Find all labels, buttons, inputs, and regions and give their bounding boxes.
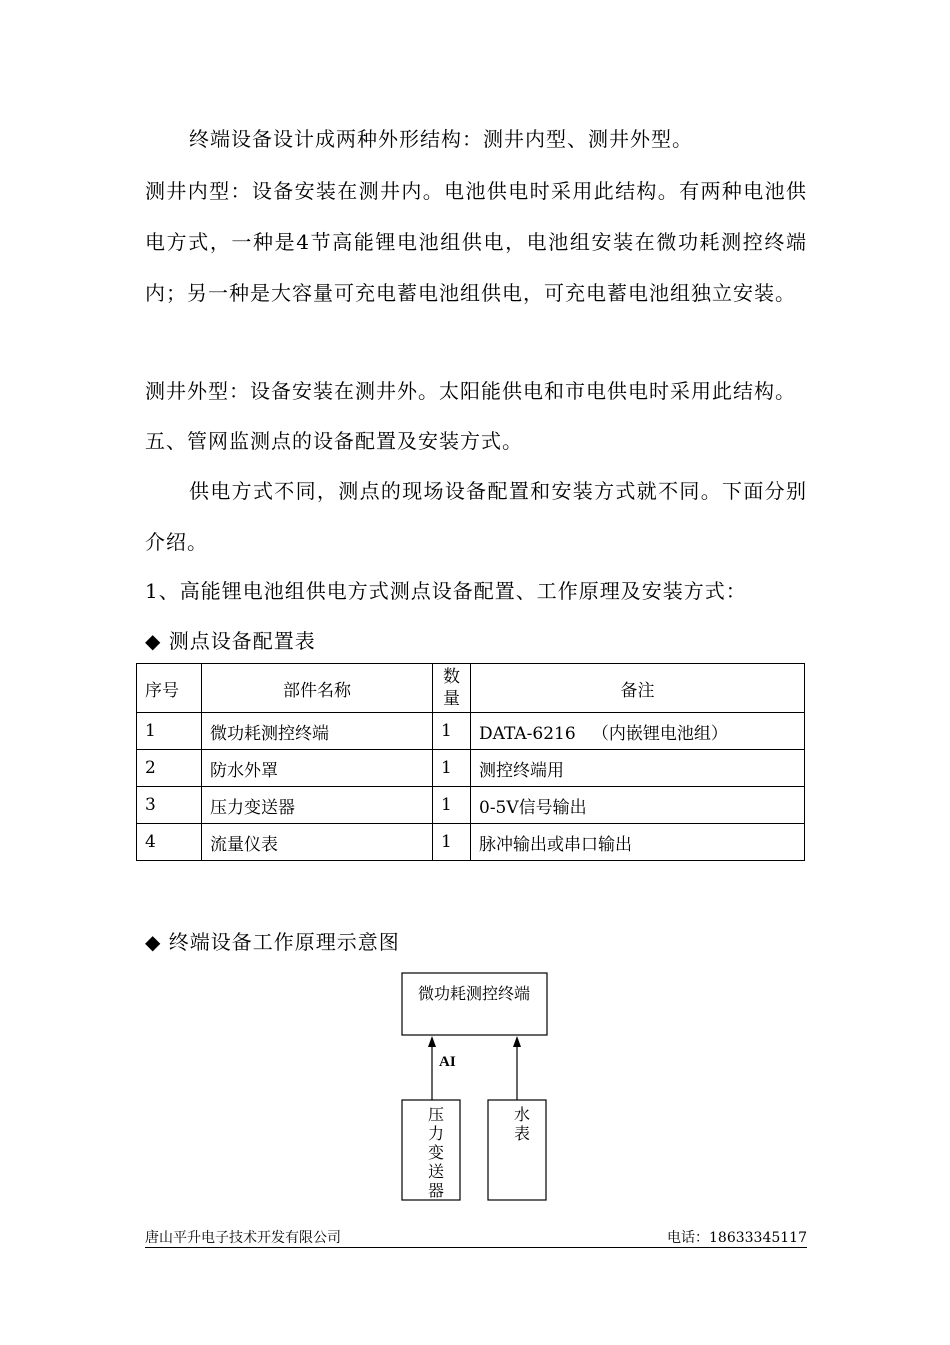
cell: 测控终端用 <box>471 750 805 787</box>
header-part-name: 部件名称 <box>202 664 433 713</box>
cell: 1 <box>137 713 202 750</box>
pressure-label <box>428 1105 449 1200</box>
cell: 1 <box>433 750 471 787</box>
cell: 压力变送器 <box>202 787 433 824</box>
cell: 0-5V信号输出 <box>471 787 805 824</box>
cell: 脉冲输出或串口输出 <box>471 824 805 861</box>
cell: 1 <box>433 824 471 861</box>
footer-rule <box>145 1247 807 1248</box>
pressure-char: 力 <box>428 1124 445 1143</box>
diagram-heading: ◆ 终端设备工作原理示意图 <box>145 930 400 954</box>
footer-company: 唐山平升电子技术开发有限公司 <box>145 1230 341 1246</box>
cell: 2 <box>137 750 202 787</box>
config-table-heading: ◆ 测点设备配置表 <box>145 629 316 653</box>
pressure-char: 器 <box>428 1181 445 1200</box>
water-char: 水 <box>514 1105 531 1124</box>
ai-label: AI <box>439 1054 456 1070</box>
footer-phone: 电话：18633345117 <box>667 1230 807 1246</box>
paragraph-1: 终端设备设计成两种外形结构：测井内型、测井外型。 <box>189 127 693 151</box>
paragraph-3: 测井外型：设备安装在测井外。太阳能供电和市电供电时采用此结构。 <box>145 379 796 403</box>
cell: 1 <box>433 787 471 824</box>
cell: 微功耗测控终端 <box>202 713 433 750</box>
cell: 1 <box>433 713 471 750</box>
header-quantity: 数量 <box>433 664 471 713</box>
cell: 4 <box>137 824 202 861</box>
terminal-box <box>402 973 547 1035</box>
terminal-label: 微功耗测控终端 <box>417 984 531 1003</box>
ai-arrowhead <box>428 1036 436 1047</box>
cell: DATA-6216 （内嵌锂电池组） <box>471 713 805 750</box>
cell: 防水外罩 <box>202 750 433 787</box>
section-heading-five: 五、管网监测点的设备配置及安装方式。 <box>145 429 523 453</box>
water-char: 表 <box>514 1124 531 1143</box>
pressure-char: 送 <box>428 1162 445 1181</box>
header-remark: 备注 <box>471 664 805 713</box>
paragraph-2: 测井内型：设备安装在测井内。电池供电时采用此结构。有两种电池供电方式，一种是4节高能锂电池组供电，电池组安装在微功耗测控终端内；另一种是大容量可充电蓄电池组供电，可充电蓄电池组独立安装。 <box>145 179 807 305</box>
paragraph-4: 供电方式不同，测点的现场设备配置和安装方式就不同。下面分别介绍。 <box>145 479 807 554</box>
pressure-char: 变 <box>428 1143 445 1162</box>
water-arrowhead <box>513 1036 521 1047</box>
cell: 流量仪表 <box>202 824 433 861</box>
cell: 3 <box>137 787 202 824</box>
header-index: 序号 <box>137 664 202 713</box>
water-label <box>514 1105 535 1143</box>
paragraph-5: 1、高能锂电池组供电方式测点设备配置、工作原理及安装方式： <box>145 579 747 603</box>
pressure-char: 压 <box>428 1105 445 1124</box>
